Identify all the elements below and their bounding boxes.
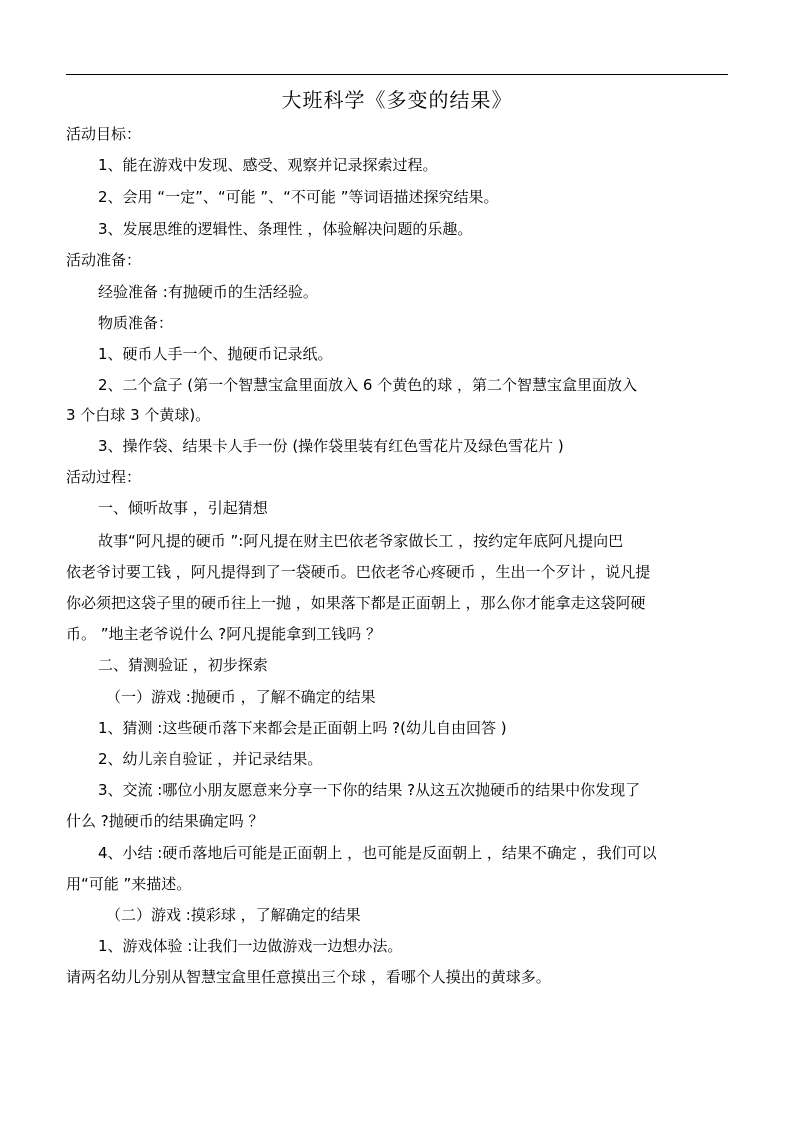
header-rule [66,74,728,75]
section-heading: 活动目标： [66,125,142,143]
paragraph-line: 一、倾听故事 ，引起猜想 [98,499,268,517]
paragraph-line: 你必须把这袋子里的硬币往上一抛 ，如果落下都是正面朝上 ，那么你才能拿走这袋阿硬 [66,594,646,612]
page-title: 大班科学《多变的结果》 [281,88,513,112]
paragraph-line: 3、发展思维的逻辑性、条理性 ，体验解决问题的乐趣。 [98,220,473,238]
paragraph-line: 经验准备 :有抛硬币的生活经验。 [98,283,318,301]
paragraph-line: 1、硬币人手一个、抛硬币记录纸。 [98,345,333,363]
paragraph-line: 3、交流 :哪位小朋友愿意来分享一下你的结果 ?从这五次抛硬币的结果中你发现了 [98,781,641,799]
paragraph-line: 3 个白球 3 个黄球)。 [66,406,211,424]
paragraph-line: 依老爷讨要工钱 ，阿凡提得到了一袋硬币。巴依老爷心疼硬币 ，生出一个歹计 ，说凡提 [66,563,651,581]
section-heading: 活动准备： [66,251,142,269]
paragraph-line: 请两名幼儿分别从智慧宝盒里任意摸出三个球 ，看哪个人摸出的黄球多。 [66,968,551,986]
paragraph-line: 3、操作袋、结果卡人手一份 (操作袋里装有红色雪花片及绿色雪花片 ) [98,437,564,455]
paragraph-line: 币。 ”地主老爷说什么 ?阿凡提能拿到工钱吗 ？ [66,625,382,643]
paragraph-line: 二、猜测验证 ，初步探索 [98,656,268,674]
paragraph-line: 2、幼儿亲自验证 ，并记录结果。 [98,750,323,768]
paragraph-line: （二）游戏 :摸彩球 ，了解确定的结果 [106,906,361,924]
paragraph-line: 用“可能 ”来描述。 [66,875,192,893]
paragraph-line: 什么 ?抛硬币的结果确定吗 ？ [66,812,264,830]
paragraph-line: 1、能在游戏中发现、感受、观察并记录探索过程。 [98,156,438,174]
paragraph-line: 故事“阿凡提的硬币 ”:阿凡提在财主巴依老爷家做长工 ，按约定年底阿凡提向巴 [98,532,624,550]
paragraph-line: 2、二个盒子 (第一个智慧宝盒里面放入 6 个黄色的球 ，第二个智慧宝盒里面放入 [98,376,638,394]
paragraph-line: 物质准备： [98,314,174,332]
paragraph-line: （一）游戏 :抛硬币 ，了解不确定的结果 [106,688,376,706]
section-heading: 活动过程： [66,468,142,486]
paragraph-line: 1、猜测 :这些硬币落下来都会是正面朝上吗 ?(幼儿自由回答 ) [98,719,507,737]
paragraph-line: 4、小结 :硬币落地后可能是正面朝上 ，也可能是反面朝上 ，结果不确定 ，我们可以 [98,844,657,862]
paragraph-line: 1、游戏体验 :让我们一边做游戏一边想办法。 [98,937,403,955]
paragraph-line: 2、会用 “一定”、“可能 ”、“不可能 ”等词语描述探究结果。 [98,188,499,206]
